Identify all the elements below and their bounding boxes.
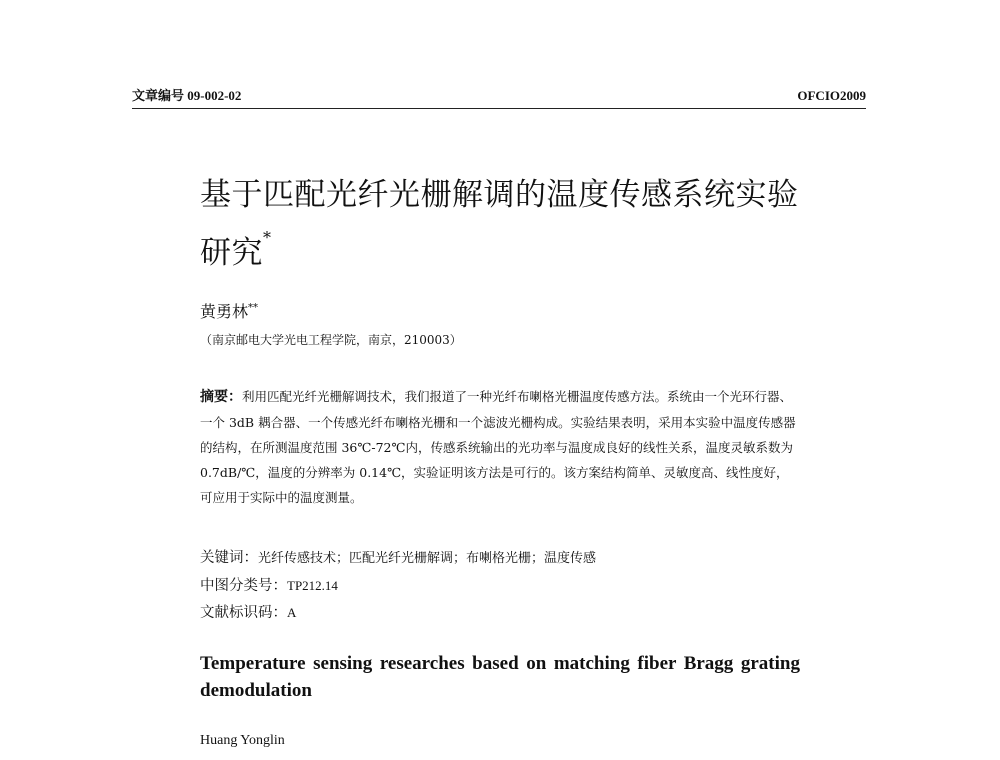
- keywords-text: 光纤传感技术；匹配光纤光栅解调；布喇格光栅；温度传感: [258, 551, 597, 566]
- paper-title-line-2-text: 研究: [200, 235, 263, 271]
- paper-title: [200, 166, 820, 282]
- document-code-value: A: [287, 605, 297, 620]
- author-footnote-mark: **: [248, 302, 259, 314]
- abstract-label: 摘要：: [200, 389, 242, 405]
- english-title: Temperature sensing researches based on matching fiber Bragg grating demodulation: [200, 653, 800, 701]
- paper-title-line-1: 基于匹配光纤光栅解调的温度传感系统实验: [200, 177, 799, 213]
- abstract-text: 利用匹配光纤光栅解调技术，我们报道了一种光纤布喇格光栅温度传感方法。系统由一个光环行器、一个 3dB 耦合器、一个传感光纤布喇格光栅和一个滤波光栅构成。实验结果表明，采用本实验中温度传感器的结构，在所测温度范围 36℃-72℃内，传感系统输出的光功率与温度成良好的线性关系，温度灵敏系数为 0.7dB/℃，温度的分辨率为 0.14℃，实验证明该方法是可行的。该方案结构简单、灵敏度高、线性度好，可应用于实际中的温度测量。: [200, 389, 796, 505]
- abstract: [200, 384, 800, 510]
- keywords-label: 关键词：: [200, 550, 258, 566]
- document-code: [200, 601, 800, 622]
- author-affiliation: （南京邮电大学光电工程学院，南京，210003）: [200, 333, 462, 347]
- article-number: 文章编号 09-002-02: [132, 88, 242, 103]
- paper-title-line-2: [200, 224, 820, 282]
- english-author: Huang Yonglin: [200, 733, 285, 748]
- author-name: [200, 299, 258, 322]
- classification-label: 中图分类号：: [200, 578, 287, 594]
- author-name-text: 黄勇林: [200, 302, 249, 321]
- document-code-label: 文献标识码：: [200, 605, 287, 621]
- classification-number: [200, 574, 800, 595]
- conference-code: OFCIO2009: [797, 88, 866, 103]
- keywords: [200, 546, 800, 567]
- title-footnote-mark: *: [263, 228, 272, 247]
- classification-value: TP212.14: [287, 578, 338, 593]
- running-header: [132, 88, 866, 109]
